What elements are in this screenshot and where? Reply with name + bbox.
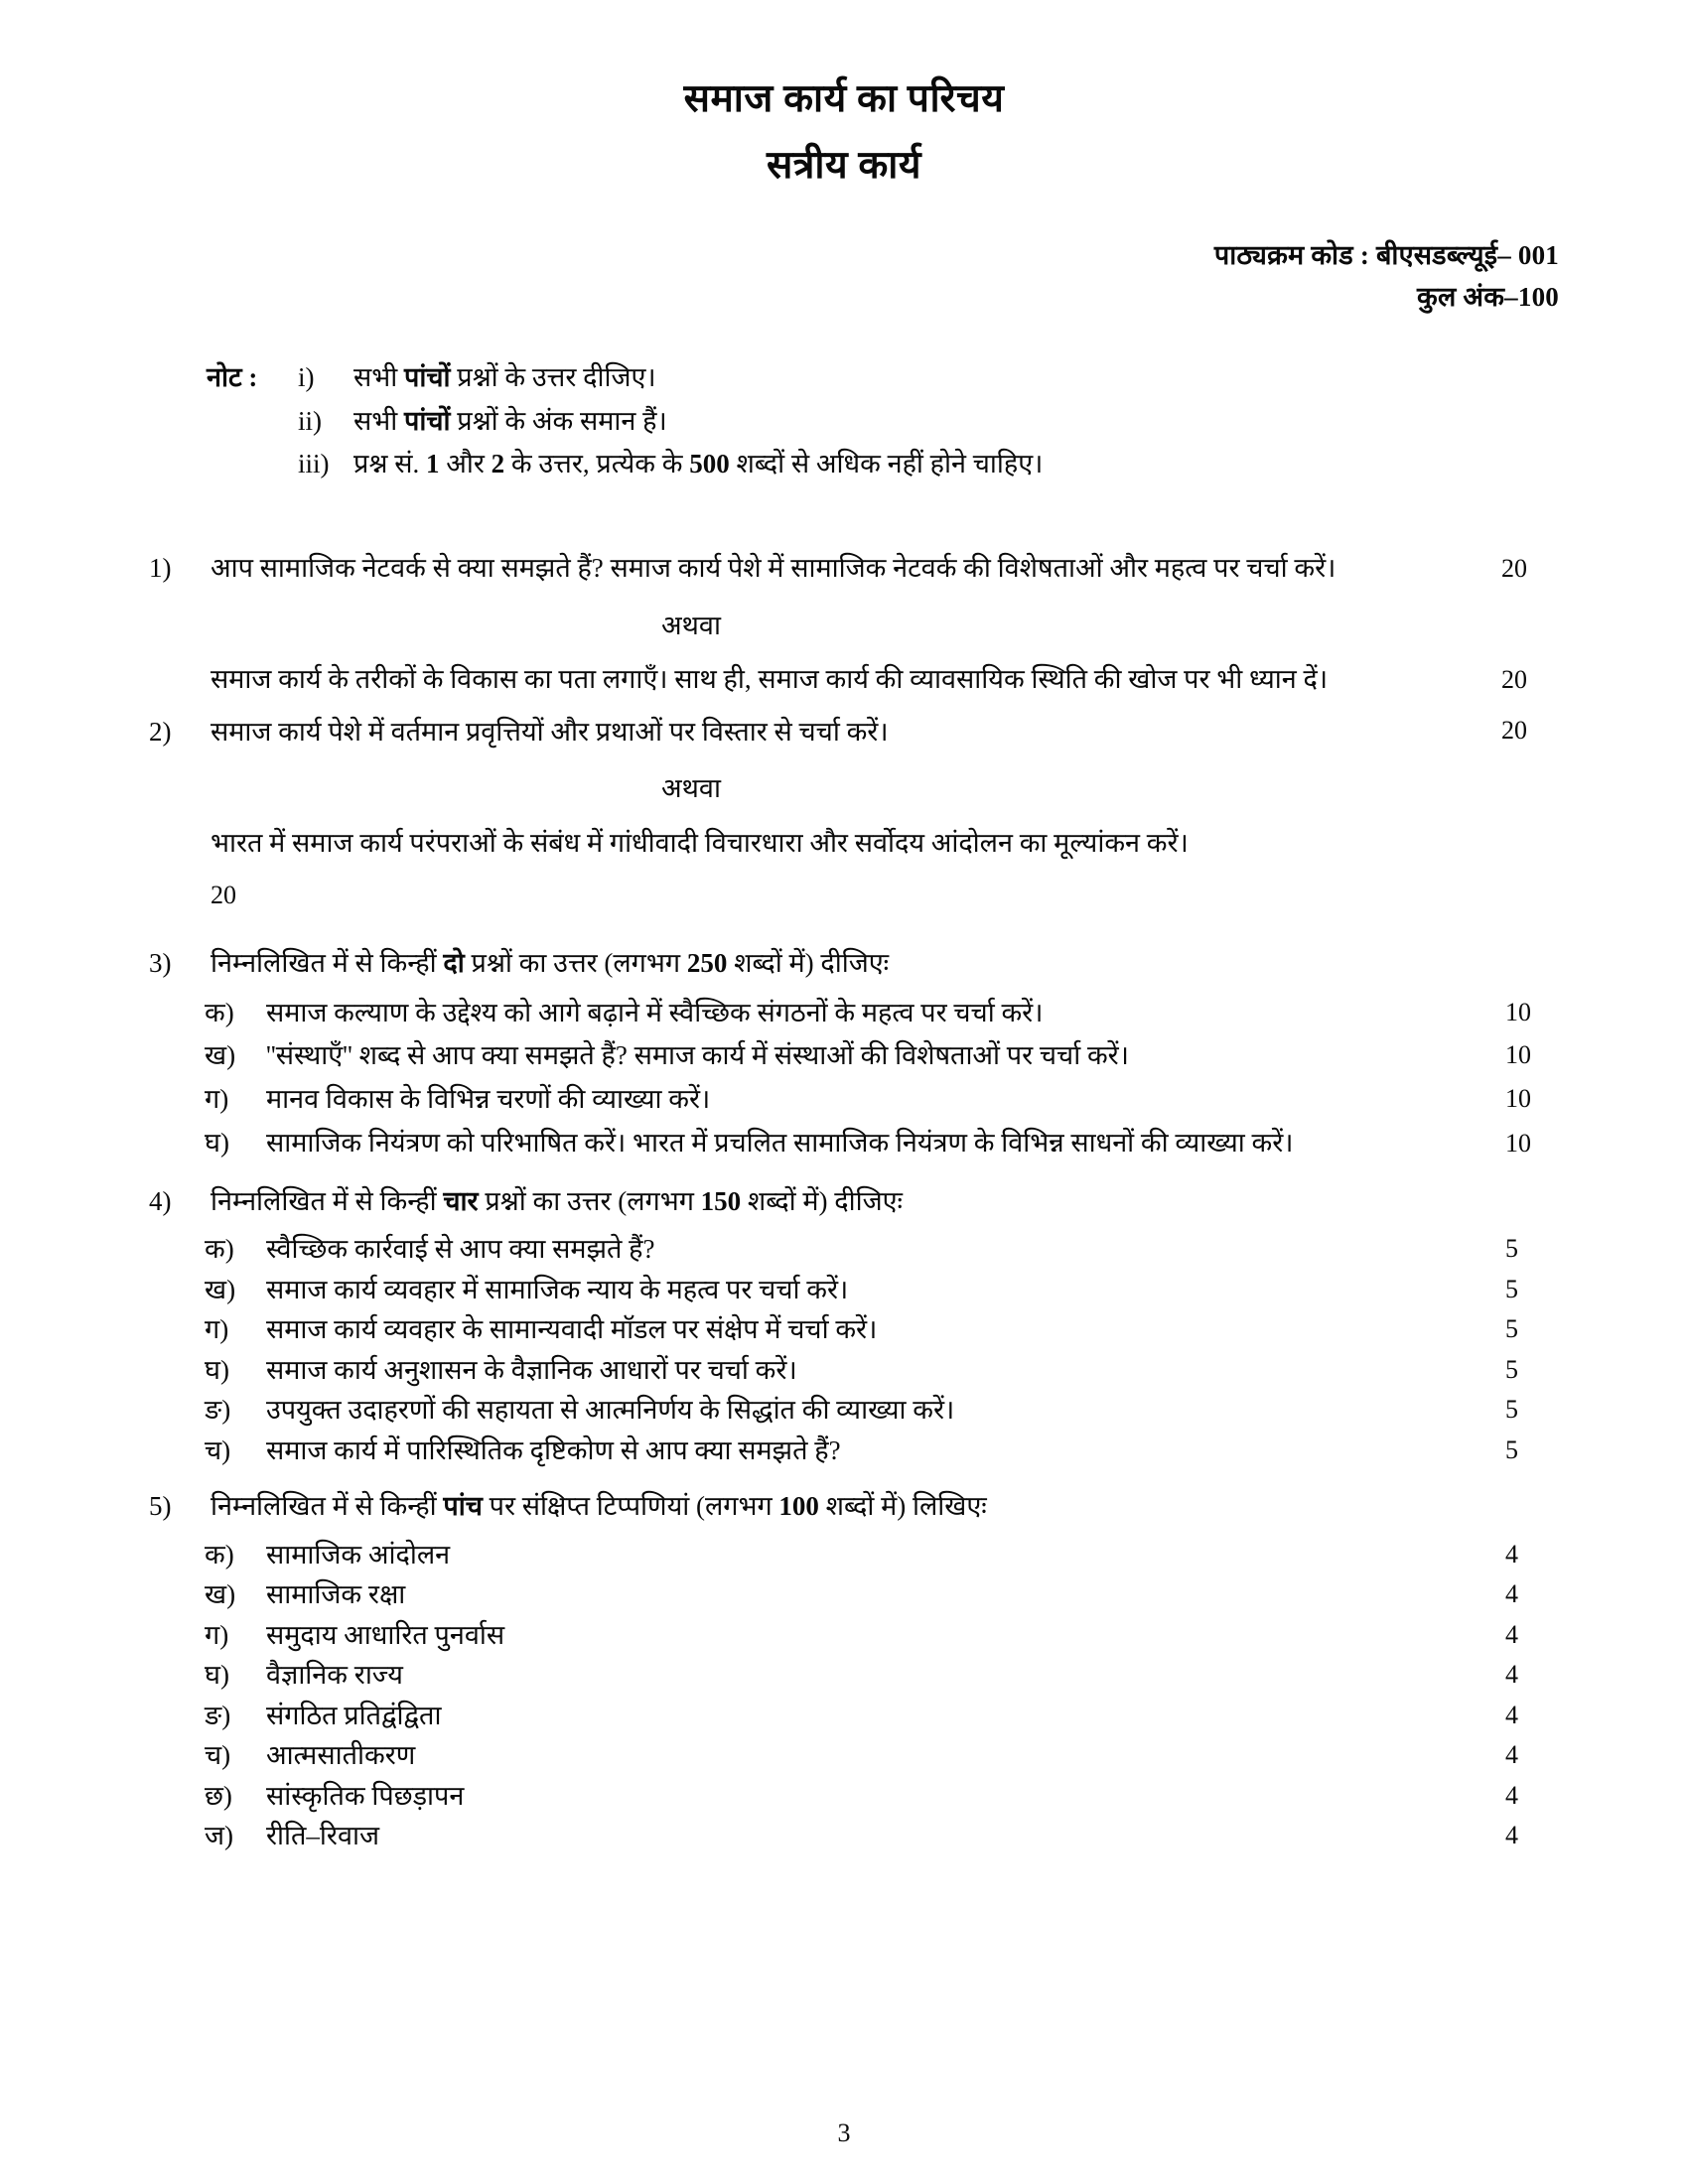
question-number: 5): [149, 1491, 172, 1522]
notes-section: [0, 356, 1688, 486]
question-number: 3): [149, 948, 172, 979]
question-stem: [211, 1175, 1561, 1228]
sub-question-text: समाज कल्याण के उद्देश्य को आगे बढ़ाने में स्वैच्छिक संगठनों के महत्व पर चर्चा करें।: [266, 997, 1044, 1027]
sub-question-text-wrap: [266, 1270, 1561, 1310]
sub-question-item: [149, 1574, 1561, 1615]
note-text: [353, 400, 1559, 444]
sub-question-item: [149, 1431, 1561, 1471]
note-text-emphasis-3: 500: [689, 449, 730, 479]
sub-question-item: [149, 1655, 1561, 1696]
sub-question-marks: 5: [1505, 1274, 1518, 1303]
note-marker: iii): [298, 449, 330, 479]
sub-question-marks: 5: [1505, 1234, 1518, 1264]
alternative-marks: 20: [1501, 665, 1527, 695]
sub-question-text: समाज कार्य में पारिस्थितिक दृष्टिकोण से आप क्या समझते हैं?: [266, 1434, 841, 1465]
question-body: [211, 542, 1561, 595]
note-text-emphasis: पांचों: [403, 361, 451, 392]
sub-question-item: [149, 992, 1561, 1035]
sub-question-text: आत्मसातीकरण: [266, 1740, 416, 1771]
question-stem: [211, 1480, 1561, 1533]
sub-question-letter: घ): [205, 1127, 229, 1158]
note-text-emphasis: पांचों: [403, 405, 451, 436]
sub-question-text-wrap: [266, 1816, 1561, 1856]
sub-question-letter: छ): [205, 1780, 232, 1811]
question-stem-text: [211, 1175, 1497, 1228]
question-stem: [211, 937, 1561, 990]
sub-question-letter: ख): [205, 1040, 236, 1071]
question-block-2: [149, 706, 1561, 921]
note-text-pre: सभी: [353, 361, 404, 392]
page-subtitle: सत्रीय कार्य: [766, 143, 922, 187]
question-block-5: [149, 1480, 1561, 1856]
note-text: [353, 356, 1559, 400]
page-title: समाज कार्य का परिचय: [683, 77, 1005, 120]
sub-question-text-wrap: [266, 1615, 1561, 1656]
note-marker: i): [298, 361, 315, 392]
sub-question-item: [149, 1615, 1561, 1656]
sub-question-marks: 5: [1505, 1314, 1518, 1344]
note-item: [298, 356, 1559, 400]
sub-question-text-wrap: [266, 1655, 1561, 1696]
stem-emphasis-2: 100: [778, 1491, 819, 1522]
notes-list: [298, 356, 1559, 486]
sub-question-text: उपयुक्त उदाहरणों की सहायता से आत्मनिर्णय के सिद्धांत की व्याख्या करें।: [266, 1395, 955, 1426]
sub-question-item: [149, 1776, 1561, 1817]
sub-question-letter: ङ): [205, 1395, 231, 1426]
stem-pre: निम्नलिखित में से किन्हीं: [211, 948, 444, 979]
sub-question-marks: 10: [1505, 1084, 1531, 1114]
sub-question-marks: 5: [1505, 1395, 1518, 1425]
sub-question-letter: ङ): [205, 1700, 231, 1730]
page-number: 3: [837, 2118, 851, 2147]
note-text-emphasis: 1: [425, 449, 440, 479]
sub-question-letter: क): [205, 1234, 234, 1265]
sub-question-text: मानव विकास के विभिन्न चरणों की व्याख्या करें।: [266, 1084, 711, 1115]
sub-question-marks: 10: [1505, 997, 1531, 1026]
sub-question-text-wrap: [266, 1390, 1561, 1431]
stem-mid: पर संक्षिप्त टिप्पणियां (लगभग: [482, 1491, 779, 1522]
sub-question-text-wrap: [266, 1122, 1561, 1165]
sub-question-marks: 10: [1505, 1129, 1531, 1159]
sub-question-text-wrap: [266, 1574, 1561, 1615]
alternative-separator: अथवा: [661, 610, 721, 640]
sub-question-marks: 4: [1505, 1700, 1518, 1729]
sub-question-item: [149, 1270, 1561, 1310]
sub-question-letter: घ): [205, 1354, 229, 1385]
question-text: आप सामाजिक नेटवर्क से क्या समझते हैं? समाज कार्य पेशे में सामाजिक नेटवर्क की विशेषताओं और महत्व पर चर्चा करें।: [211, 553, 1336, 584]
sub-question-item: [149, 1390, 1561, 1431]
sub-question-marks: 5: [1505, 1354, 1518, 1384]
alternative-text: समाज कार्य के तरीकों के विकास का पता लगाएँ। साथ ही, समाज कार्य की व्यावसायिक स्थिति की खोज पर भी ध्यान दें।: [211, 664, 1329, 695]
sub-question-marks: 4: [1505, 1780, 1518, 1810]
document-header: [0, 0, 1688, 192]
stem-emphasis: चार: [443, 1185, 479, 1216]
sub-question-letter: च): [205, 1740, 231, 1771]
sub-question-marks: 4: [1505, 1619, 1518, 1649]
note-text-mid: और: [439, 449, 492, 479]
sub-question-text-wrap: [266, 1535, 1561, 1575]
question-marks: 20: [1501, 715, 1527, 745]
note-text-post: शब्दों से अधिक नहीं होने चाहिए।: [729, 449, 1044, 479]
notes-label: नोट :: [207, 361, 258, 392]
question-block-1: [149, 542, 1561, 706]
total-marks: कुल अंक–100: [1417, 282, 1559, 313]
course-meta: [0, 235, 1688, 319]
note-text-emphasis-2: 2: [491, 449, 505, 479]
question-stem-text: [211, 1480, 1497, 1533]
note-text-mid-2: के उत्तर, प्रत्येक के: [504, 449, 690, 479]
sub-question-text: सामाजिक आंदोलन: [266, 1539, 451, 1570]
stem-pre: निम्नलिखित में से किन्हीं: [211, 1491, 444, 1522]
sub-question-text-wrap: [266, 1229, 1561, 1270]
question-stem-text: [211, 937, 1497, 990]
sub-question-marks: 4: [1505, 1579, 1518, 1609]
sub-question-text: समाज कार्य व्यवहार में सामाजिक न्याय के महत्व पर चर्चा करें।: [266, 1274, 849, 1304]
stem-post: शब्दों में) दीजिएः: [741, 1185, 903, 1216]
sub-question-item: [149, 1229, 1561, 1270]
question-text: समाज कार्य पेशे में वर्तमान प्रवृत्तियों और प्रथाओं पर विस्तार से चर्चा करें।: [211, 716, 889, 747]
sub-question-item: [149, 1735, 1561, 1776]
question-number: 4): [149, 1185, 172, 1216]
sub-question-text-wrap: [266, 1078, 1561, 1122]
sub-question-letter: ख): [205, 1579, 236, 1610]
stem-post: शब्दों में) लिखिएः: [818, 1491, 987, 1522]
note-text-post: प्रश्नों के उत्तर दीजिए।: [450, 361, 656, 392]
alternative-separator: अथवा: [661, 773, 721, 804]
note-text-pre: सभी: [353, 405, 404, 436]
sub-question-text-wrap: [266, 1696, 1561, 1736]
note-text-pre: प्रश्न सं.: [353, 449, 426, 479]
question-body: [211, 706, 1561, 758]
stem-post: शब्दों में) दीजिएः: [727, 948, 890, 979]
sub-question-list: [149, 1229, 1561, 1470]
stem-emphasis-2: 150: [700, 1185, 742, 1216]
alternative-text: भारत में समाज कार्य परंपराओं के संबंध में गांधीवादी विचारधारा और सर्वोदय आंदोलन का मूल्यांकन करें।: [211, 827, 1189, 858]
sub-question-item: [149, 1034, 1561, 1078]
sub-question-letter: घ): [205, 1660, 229, 1691]
sub-question-text-wrap: [266, 1735, 1561, 1776]
sub-question-marks: 5: [1505, 1434, 1518, 1464]
stem-emphasis: पांच: [443, 1491, 483, 1522]
sub-question-marks: 4: [1505, 1740, 1518, 1770]
sub-question-item: [149, 1816, 1561, 1856]
stem-emphasis: दो: [443, 948, 465, 979]
sub-question-text: समाज कार्य व्यवहार के सामान्यवादी मॉडल पर संक्षेप में चर्चा करें।: [266, 1314, 878, 1345]
sub-question-text: वैज्ञानिक राज्य: [266, 1660, 403, 1691]
sub-question-item: [149, 1535, 1561, 1575]
sub-question-list: [149, 992, 1561, 1165]
question-number: 1): [149, 553, 172, 584]
note-text: [353, 443, 1559, 486]
sub-question-marks: 4: [1505, 1660, 1518, 1690]
alternative-marks: 20: [211, 881, 236, 910]
stem-mid: प्रश्नों का उत्तर (लगभग: [478, 1185, 701, 1216]
question-marks: 20: [1501, 554, 1527, 584]
sub-question-item: [149, 1350, 1561, 1391]
sub-question-item: [149, 1309, 1561, 1350]
sub-question-item: [149, 1122, 1561, 1165]
sub-question-text-wrap: [266, 1431, 1561, 1471]
sub-question-text: ''संस्थाएँ'' शब्द से आप क्या समझते हैं? समाज कार्य में संस्थाओं की विशेषताओं पर चर्चा करें।: [266, 1040, 1129, 1071]
sub-question-marks: 10: [1505, 1040, 1531, 1070]
sub-question-text-wrap: [266, 1350, 1561, 1391]
sub-question-text: रीति–रिवाज: [266, 1821, 379, 1851]
sub-question-marks: 4: [1505, 1821, 1518, 1850]
questions-section: [0, 542, 1688, 1856]
sub-question-text: सामाजिक नियंत्रण को परिभाषित करें। भारत में प्रचलित सामाजिक नियंत्रण के विभिन्न साधनों की व्याख्या करें।: [266, 1127, 1294, 1158]
alternative-body: [211, 653, 1561, 706]
sub-question-letter: ग): [205, 1314, 229, 1345]
sub-question-marks: 4: [1505, 1539, 1518, 1569]
stem-emphasis-2: 250: [686, 948, 728, 979]
sub-question-text: सामाजिक रक्षा: [266, 1579, 406, 1610]
note-text-post: प्रश्नों के अंक समान हैं।: [450, 405, 667, 436]
sub-question-text: समुदाय आधारित पुनर्वास: [266, 1619, 505, 1650]
alternative-body: [211, 817, 1561, 921]
note-marker: ii): [298, 405, 322, 436]
note-item: [298, 400, 1559, 444]
sub-question-letter: क): [205, 997, 234, 1027]
sub-question-text: संगठित प्रतिद्वंद्विता: [266, 1700, 442, 1730]
question-block-4: [149, 1175, 1561, 1471]
sub-question-text: स्वैच्छिक कार्रवाई से आप क्या समझते हैं?: [266, 1234, 655, 1265]
question-block-3: [149, 937, 1561, 1165]
sub-question-text: सांस्कृतिक पिछड़ापन: [266, 1780, 465, 1811]
course-code: पाठ्यक्रम कोड : बीएसडब्ल्यूई– 001: [1213, 240, 1559, 271]
stem-mid: प्रश्नों का उत्तर (लगभग: [464, 948, 687, 979]
sub-question-item: [149, 1696, 1561, 1736]
page-footer: [0, 2118, 1688, 2148]
sub-question-letter: ग): [205, 1619, 229, 1650]
sub-question-text-wrap: [266, 992, 1561, 1035]
sub-question-letter: ख): [205, 1274, 236, 1304]
question-number: 2): [149, 716, 172, 747]
stem-pre: निम्नलिखित में से किन्हीं: [211, 1185, 444, 1216]
note-item: [298, 443, 1559, 486]
sub-question-letter: ज): [205, 1821, 234, 1851]
sub-question-letter: क): [205, 1539, 234, 1570]
sub-question-text-wrap: [266, 1034, 1561, 1078]
sub-question-item: [149, 1078, 1561, 1122]
sub-question-list: [149, 1535, 1561, 1856]
sub-question-text: समाज कार्य अनुशासन के वैज्ञानिक आधारों पर चर्चा करें।: [266, 1354, 797, 1385]
sub-question-letter: ग): [205, 1084, 229, 1115]
sub-question-text-wrap: [266, 1776, 1561, 1817]
sub-question-text-wrap: [266, 1309, 1561, 1350]
sub-question-letter: च): [205, 1434, 231, 1465]
